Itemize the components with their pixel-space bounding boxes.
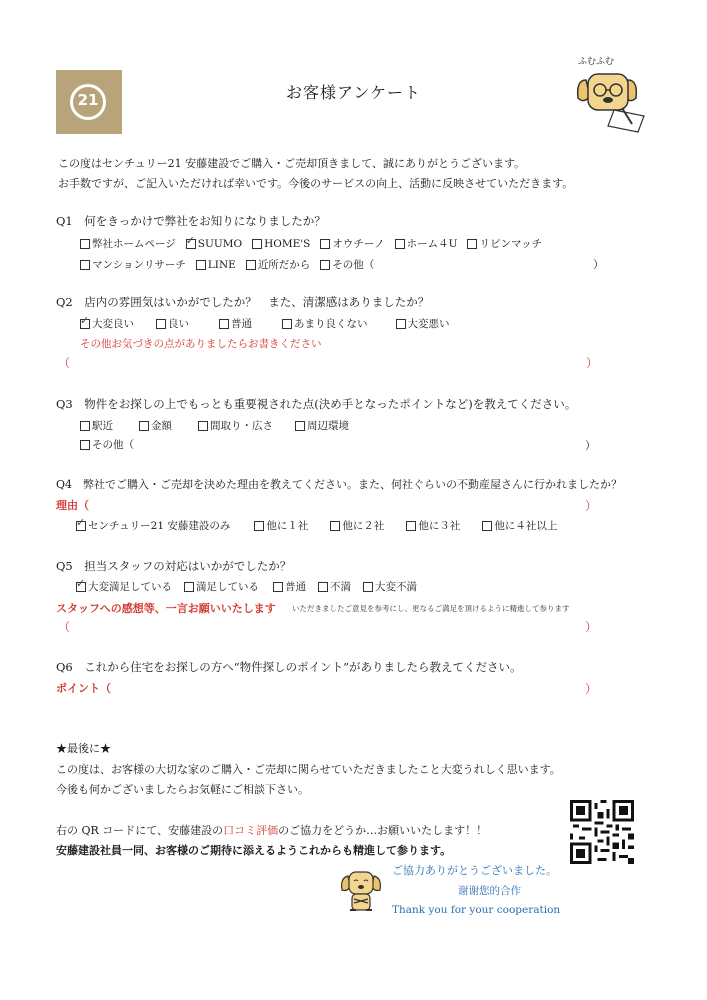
q1-label: Q1 何をきっかけで弊社をお知りになりましたか？ bbox=[56, 214, 326, 228]
q2-label: Q2 店内の雰囲気はいかがでしたか？ また、清潔感はありましたか？ bbox=[56, 295, 430, 309]
q3-option[interactable]: 金額 bbox=[139, 418, 172, 433]
q6-point-label: ポイント（ bbox=[56, 682, 111, 695]
q2-close-paren: ） bbox=[586, 356, 599, 370]
closing-line-1: この度は、お客様の大切な家のご購入・ご売却に関らせていただきましたこと大変うれしく思います。 bbox=[56, 763, 561, 776]
checkbox[interactable] bbox=[318, 582, 328, 592]
checkbox[interactable] bbox=[482, 521, 492, 531]
logo-text: 21 bbox=[77, 91, 99, 109]
intro-line-2: お手数ですが、ご記入いただければ幸いです。今後のサービスの向上、活動に反映させていただきます。 bbox=[58, 177, 574, 190]
checkbox-checked[interactable] bbox=[186, 239, 196, 249]
checkbox[interactable] bbox=[330, 521, 340, 531]
q1-option[interactable]: LINE bbox=[196, 257, 236, 272]
q2-option[interactable]: あまり良くない bbox=[282, 316, 368, 331]
checkbox[interactable] bbox=[80, 239, 90, 249]
checkbox-checked[interactable] bbox=[76, 521, 86, 531]
checkbox[interactable] bbox=[80, 260, 90, 270]
checkbox[interactable] bbox=[363, 582, 373, 592]
q5-comment-prompt: スタッフへの感想等、一言お願いいたします bbox=[56, 602, 276, 615]
q4-option[interactable]: ✓ センチュリー21 安藤建設のみ bbox=[76, 518, 230, 533]
q3-option[interactable]: 周辺環境 bbox=[295, 418, 349, 433]
thanks-jp: ご協力ありがとうございました。 bbox=[392, 864, 557, 877]
q4-close-paren: ） bbox=[585, 499, 598, 513]
checkbox[interactable] bbox=[320, 260, 330, 270]
q5-label: Q5 担当スタッフの対応はいかがでしたか？ bbox=[56, 559, 292, 573]
checkbox[interactable] bbox=[295, 421, 305, 431]
dog-mascot-bowing-icon bbox=[338, 866, 384, 916]
q4-label: Q4 弊社でご購入・ご売却を決めた理由を教えてください。また、何社ぐらいの不動産屋さんに行かれましたか？ bbox=[56, 478, 623, 491]
q5-note: いただきましたご意見を参考にし、更なるご満足を頂けるように精進して参ります bbox=[292, 604, 570, 613]
mascot-caption: ふむふむ bbox=[578, 57, 615, 67]
q3-close-paren: ） bbox=[585, 439, 596, 452]
q2-option[interactable]: 良い bbox=[156, 316, 189, 331]
checkbox[interactable] bbox=[184, 582, 194, 592]
q1-options-row-1 bbox=[80, 236, 552, 251]
q2-options bbox=[80, 316, 460, 331]
q3-option[interactable]: 間取り・広さ bbox=[198, 418, 273, 433]
q1-option[interactable]: 近所だから bbox=[246, 257, 311, 272]
q1-close-paren: ） bbox=[593, 258, 604, 271]
checkbox[interactable] bbox=[198, 421, 208, 431]
checkbox[interactable] bbox=[196, 260, 206, 270]
review-highlight: 口コミ評価 bbox=[223, 824, 279, 837]
q1-option[interactable]: オウチーノ bbox=[320, 236, 384, 251]
checkbox[interactable] bbox=[80, 421, 90, 431]
q4-reason-label: 理由（ bbox=[56, 499, 89, 512]
q1-option[interactable]: ✓ SUUMO bbox=[186, 236, 242, 251]
thanks-cn: 谢谢您的合作 bbox=[458, 885, 521, 897]
checkbox[interactable] bbox=[395, 239, 405, 249]
dog-mascot-writing-icon bbox=[566, 50, 652, 136]
thanks-en: Thank you for your cooperation bbox=[392, 904, 561, 916]
q5-option[interactable]: 大変不満 bbox=[363, 579, 417, 594]
q2-option[interactable]: ✓ 大変良い bbox=[80, 316, 134, 331]
checkbox[interactable] bbox=[252, 239, 262, 249]
q3-other-row bbox=[80, 437, 144, 452]
checkbox[interactable] bbox=[254, 521, 264, 531]
checkbox[interactable] bbox=[396, 319, 406, 329]
q5-option[interactable]: 普通 bbox=[273, 579, 306, 594]
checkbox[interactable] bbox=[273, 582, 283, 592]
qr-request-line: 右の QR コードにて、安藤建設の口コミ評価のご協力をどうか…お願いいたします！！ bbox=[56, 824, 488, 837]
page-title: お客様アンケート bbox=[285, 83, 422, 102]
q5-option[interactable]: ✓ 大変満足している bbox=[76, 579, 172, 594]
intro-line-1: この度はセンチュリー21 安藤建設でご購入・ご売却頂きまして、誠にありがとうございます。 bbox=[58, 157, 526, 170]
checkbox[interactable] bbox=[246, 260, 256, 270]
q5-option[interactable]: 満足している bbox=[184, 579, 259, 594]
q1-option[interactable]: リビンマッチ bbox=[467, 236, 542, 251]
q1-option[interactable]: HOME'S bbox=[252, 236, 310, 251]
q2-comment-prompt: その他お気づきの点がありましたらお書きください bbox=[80, 338, 322, 350]
checkbox[interactable] bbox=[406, 521, 416, 531]
q4-option[interactable]: 他に２社 bbox=[330, 518, 384, 533]
q1-options-row-2 bbox=[80, 257, 384, 272]
q1-option[interactable]: その他（ bbox=[320, 257, 374, 272]
q6-label: Q6 これから住宅をお探しの方へ“物件探しのポイント”がありましたら教えてください。 bbox=[56, 660, 522, 674]
q1-option[interactable]: ホーム４U bbox=[395, 236, 458, 251]
q2-option[interactable]: 普通 bbox=[219, 316, 252, 331]
q5-open-paren: （ bbox=[58, 620, 71, 634]
q3-option[interactable]: 駅近 bbox=[80, 418, 113, 433]
checkbox[interactable] bbox=[80, 440, 90, 450]
checkbox[interactable] bbox=[156, 319, 166, 329]
q6-close-paren: ） bbox=[585, 682, 598, 696]
checkbox[interactable] bbox=[282, 319, 292, 329]
staff-line: 安藤建設社員一同、お客様のご期待に添えるようこれからも精進して参ります。 bbox=[56, 844, 452, 857]
q1-option[interactable]: 弊社ホームページ bbox=[80, 236, 176, 251]
q1-option[interactable]: マンションリサーチ bbox=[80, 257, 186, 272]
q5-options bbox=[76, 579, 427, 594]
q3-options bbox=[80, 418, 359, 433]
q4-options bbox=[76, 518, 567, 533]
closing-heading: ★最後に★ bbox=[56, 742, 111, 755]
qr-code-icon[interactable] bbox=[570, 800, 634, 864]
closing-line-2: 今後も何かございましたらお気軽にご相談下さい。 bbox=[56, 783, 309, 796]
q3-option-other[interactable]: その他（ bbox=[80, 437, 134, 452]
q2-option[interactable]: 大変悪い bbox=[396, 316, 450, 331]
q4-option[interactable]: 他に３社 bbox=[406, 518, 460, 533]
checkbox[interactable] bbox=[219, 319, 229, 329]
q3-label: Q3 物件をお探しの上でもっとも重要視された点(決め手となったポイントなど)を教えてください。 bbox=[56, 397, 577, 411]
q5-close-paren: ） bbox=[585, 620, 598, 634]
checkbox-checked[interactable] bbox=[80, 319, 90, 329]
q2-open-paren: （ bbox=[58, 356, 71, 370]
checkbox[interactable] bbox=[139, 421, 149, 431]
checkbox[interactable] bbox=[320, 239, 330, 249]
q5-option[interactable]: 不満 bbox=[318, 579, 351, 594]
checkbox-checked[interactable] bbox=[76, 582, 86, 592]
q4-option[interactable]: 他に１社 bbox=[254, 518, 308, 533]
checkbox[interactable] bbox=[467, 239, 477, 249]
q4-option[interactable]: 他に４社以上 bbox=[482, 518, 557, 533]
